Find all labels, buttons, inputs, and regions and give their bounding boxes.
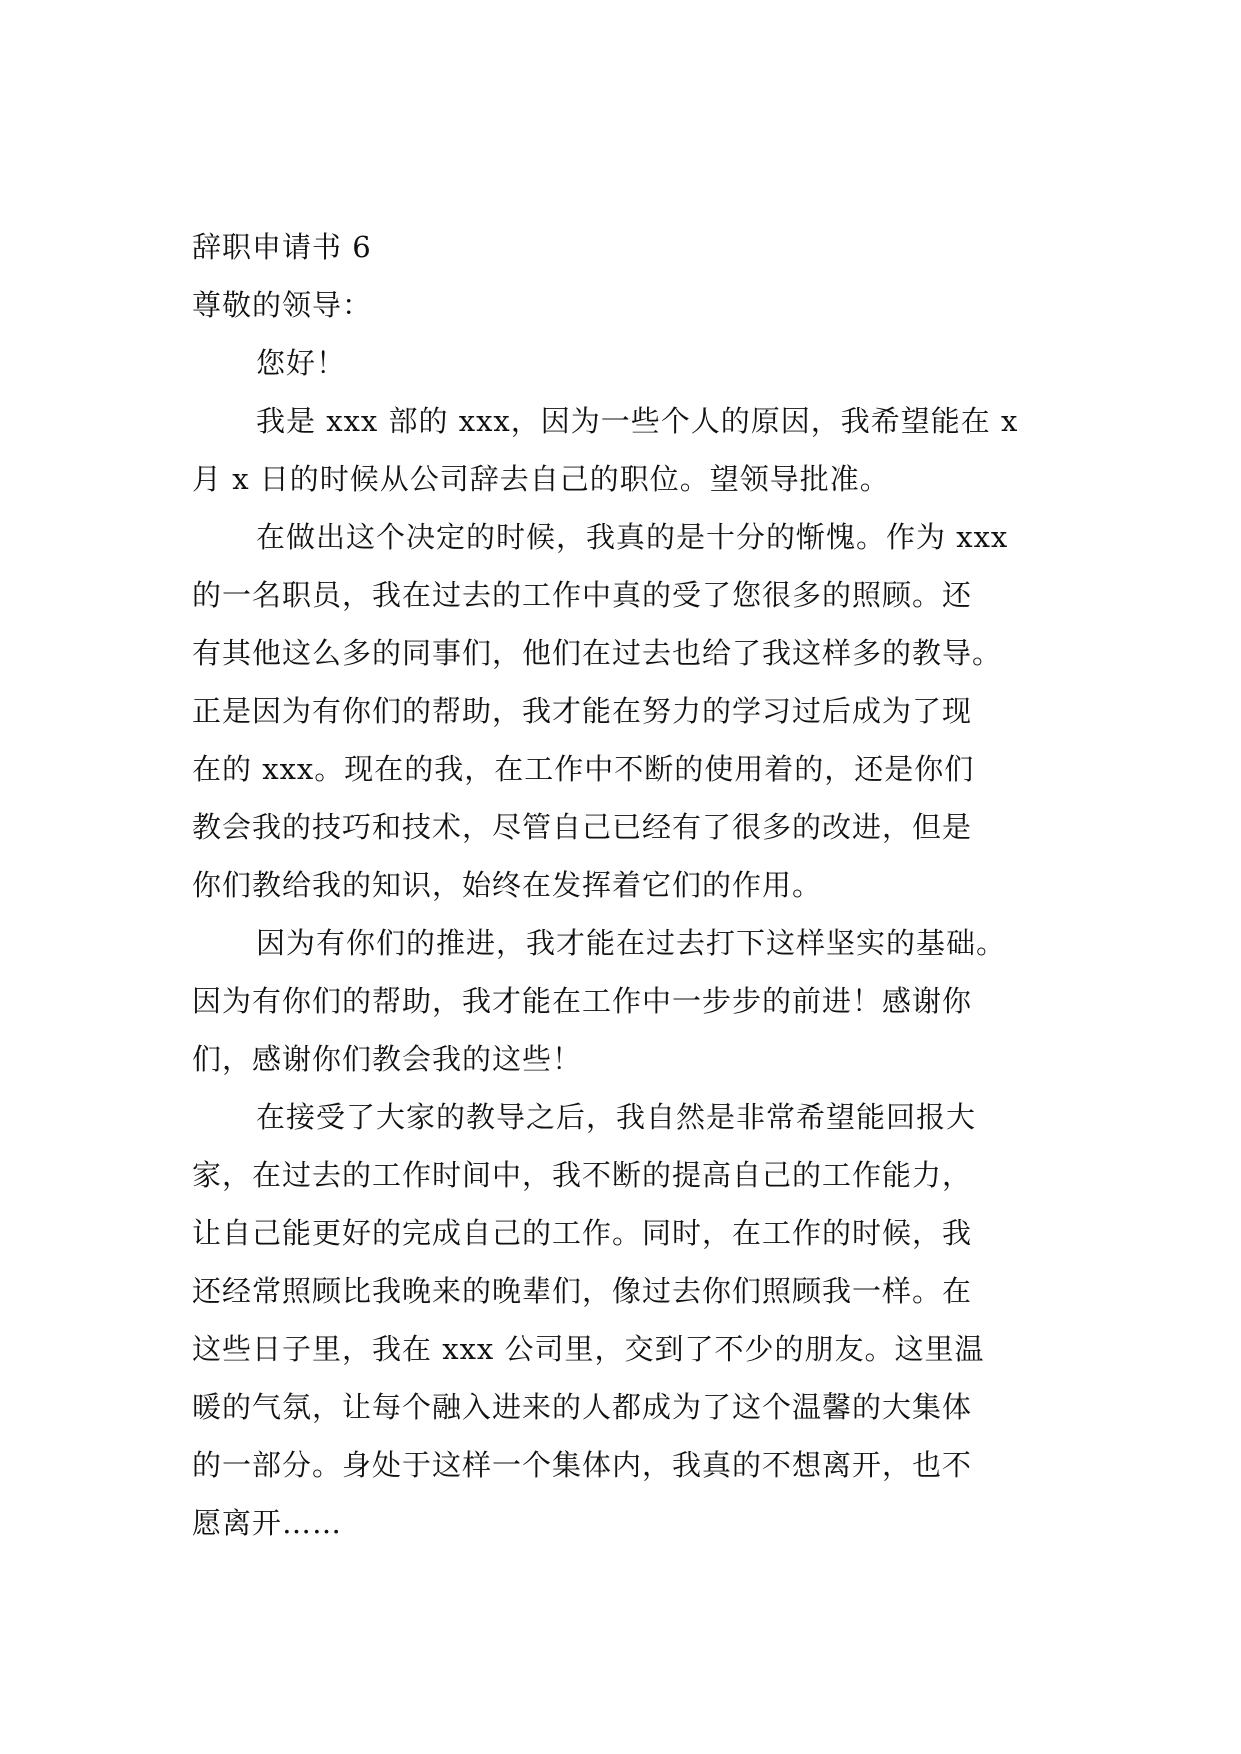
- paragraph-2: [192, 508, 1062, 914]
- paragraph-line: 让自己能更好的完成自己的工作。同时，在工作的时候，我: [192, 1216, 973, 1250]
- document-body: [192, 218, 1062, 1552]
- paragraph-line: 的一部分。身处于这样一个集体内，我真的不想离开，也不: [192, 1448, 973, 1482]
- paragraph-line: 暖的气氛，让每个融入进来的人都成为了这个温馨的大集体: [192, 1390, 973, 1424]
- paragraph-line: 正是因为有你们的帮助，我才能在努力的学习过后成为了现: [192, 694, 973, 728]
- paragraph-line: 愿离开……: [192, 1506, 343, 1540]
- paragraph-line: 月 x 日的时候从公司辞去自己的职位。望领导批准。: [192, 462, 890, 496]
- paragraph-line: 在做出这个决定的时候，我真的是十分的惭愧。作为 xxx: [256, 520, 1009, 554]
- paragraph-line: 这些日子里，我在 xxx 公司里，交到了不少的朋友。这里温: [192, 1332, 985, 1366]
- paragraph-line: 因为有你们的帮助，我才能在工作中一步步的前进！感谢你: [192, 984, 973, 1018]
- paragraph-line: 我是 xxx 部的 xxx，因为一些个人的原因，我希望能在 x: [256, 404, 1019, 438]
- paragraph-line: 教会我的技巧和技术，尽管自己已经有了很多的改进，但是: [192, 810, 973, 844]
- paragraph-line: 的一名职员，我在过去的工作中真的受了您很多的照顾。还: [192, 578, 973, 612]
- paragraph-3: [192, 914, 1062, 1088]
- paragraph-line: 有其他这么多的同事们，他们在过去也给了我这样多的教导。: [192, 636, 1003, 670]
- paragraph-1: [192, 392, 1062, 508]
- greeting: 您好！: [256, 346, 347, 380]
- document-title: 辞职申请书 6: [192, 230, 372, 264]
- paragraph-line: 你们教给我的知识，始终在发挥着它们的作用。: [192, 868, 823, 902]
- paragraph-line: 在的 xxx。现在的我，在工作中不断的使用着的，还是你们: [192, 752, 975, 786]
- paragraph-line: 们，感谢你们教会我的这些！: [192, 1042, 583, 1076]
- paragraph-line: 因为有你们的推进，我才能在过去打下这样坚实的基础。: [256, 926, 1007, 960]
- paragraph-line: 在接受了大家的教导之后，我自然是非常希望能回报大: [256, 1100, 977, 1134]
- paragraph-4: [192, 1088, 1062, 1552]
- paragraph-line: 家，在过去的工作时间中，我不断的提高自己的工作能力，: [192, 1158, 973, 1192]
- salutation: 尊敬的领导：: [192, 288, 373, 322]
- paragraph-line: 还经常照顾比我晚来的晚辈们，像过去你们照顾我一样。在: [192, 1274, 973, 1308]
